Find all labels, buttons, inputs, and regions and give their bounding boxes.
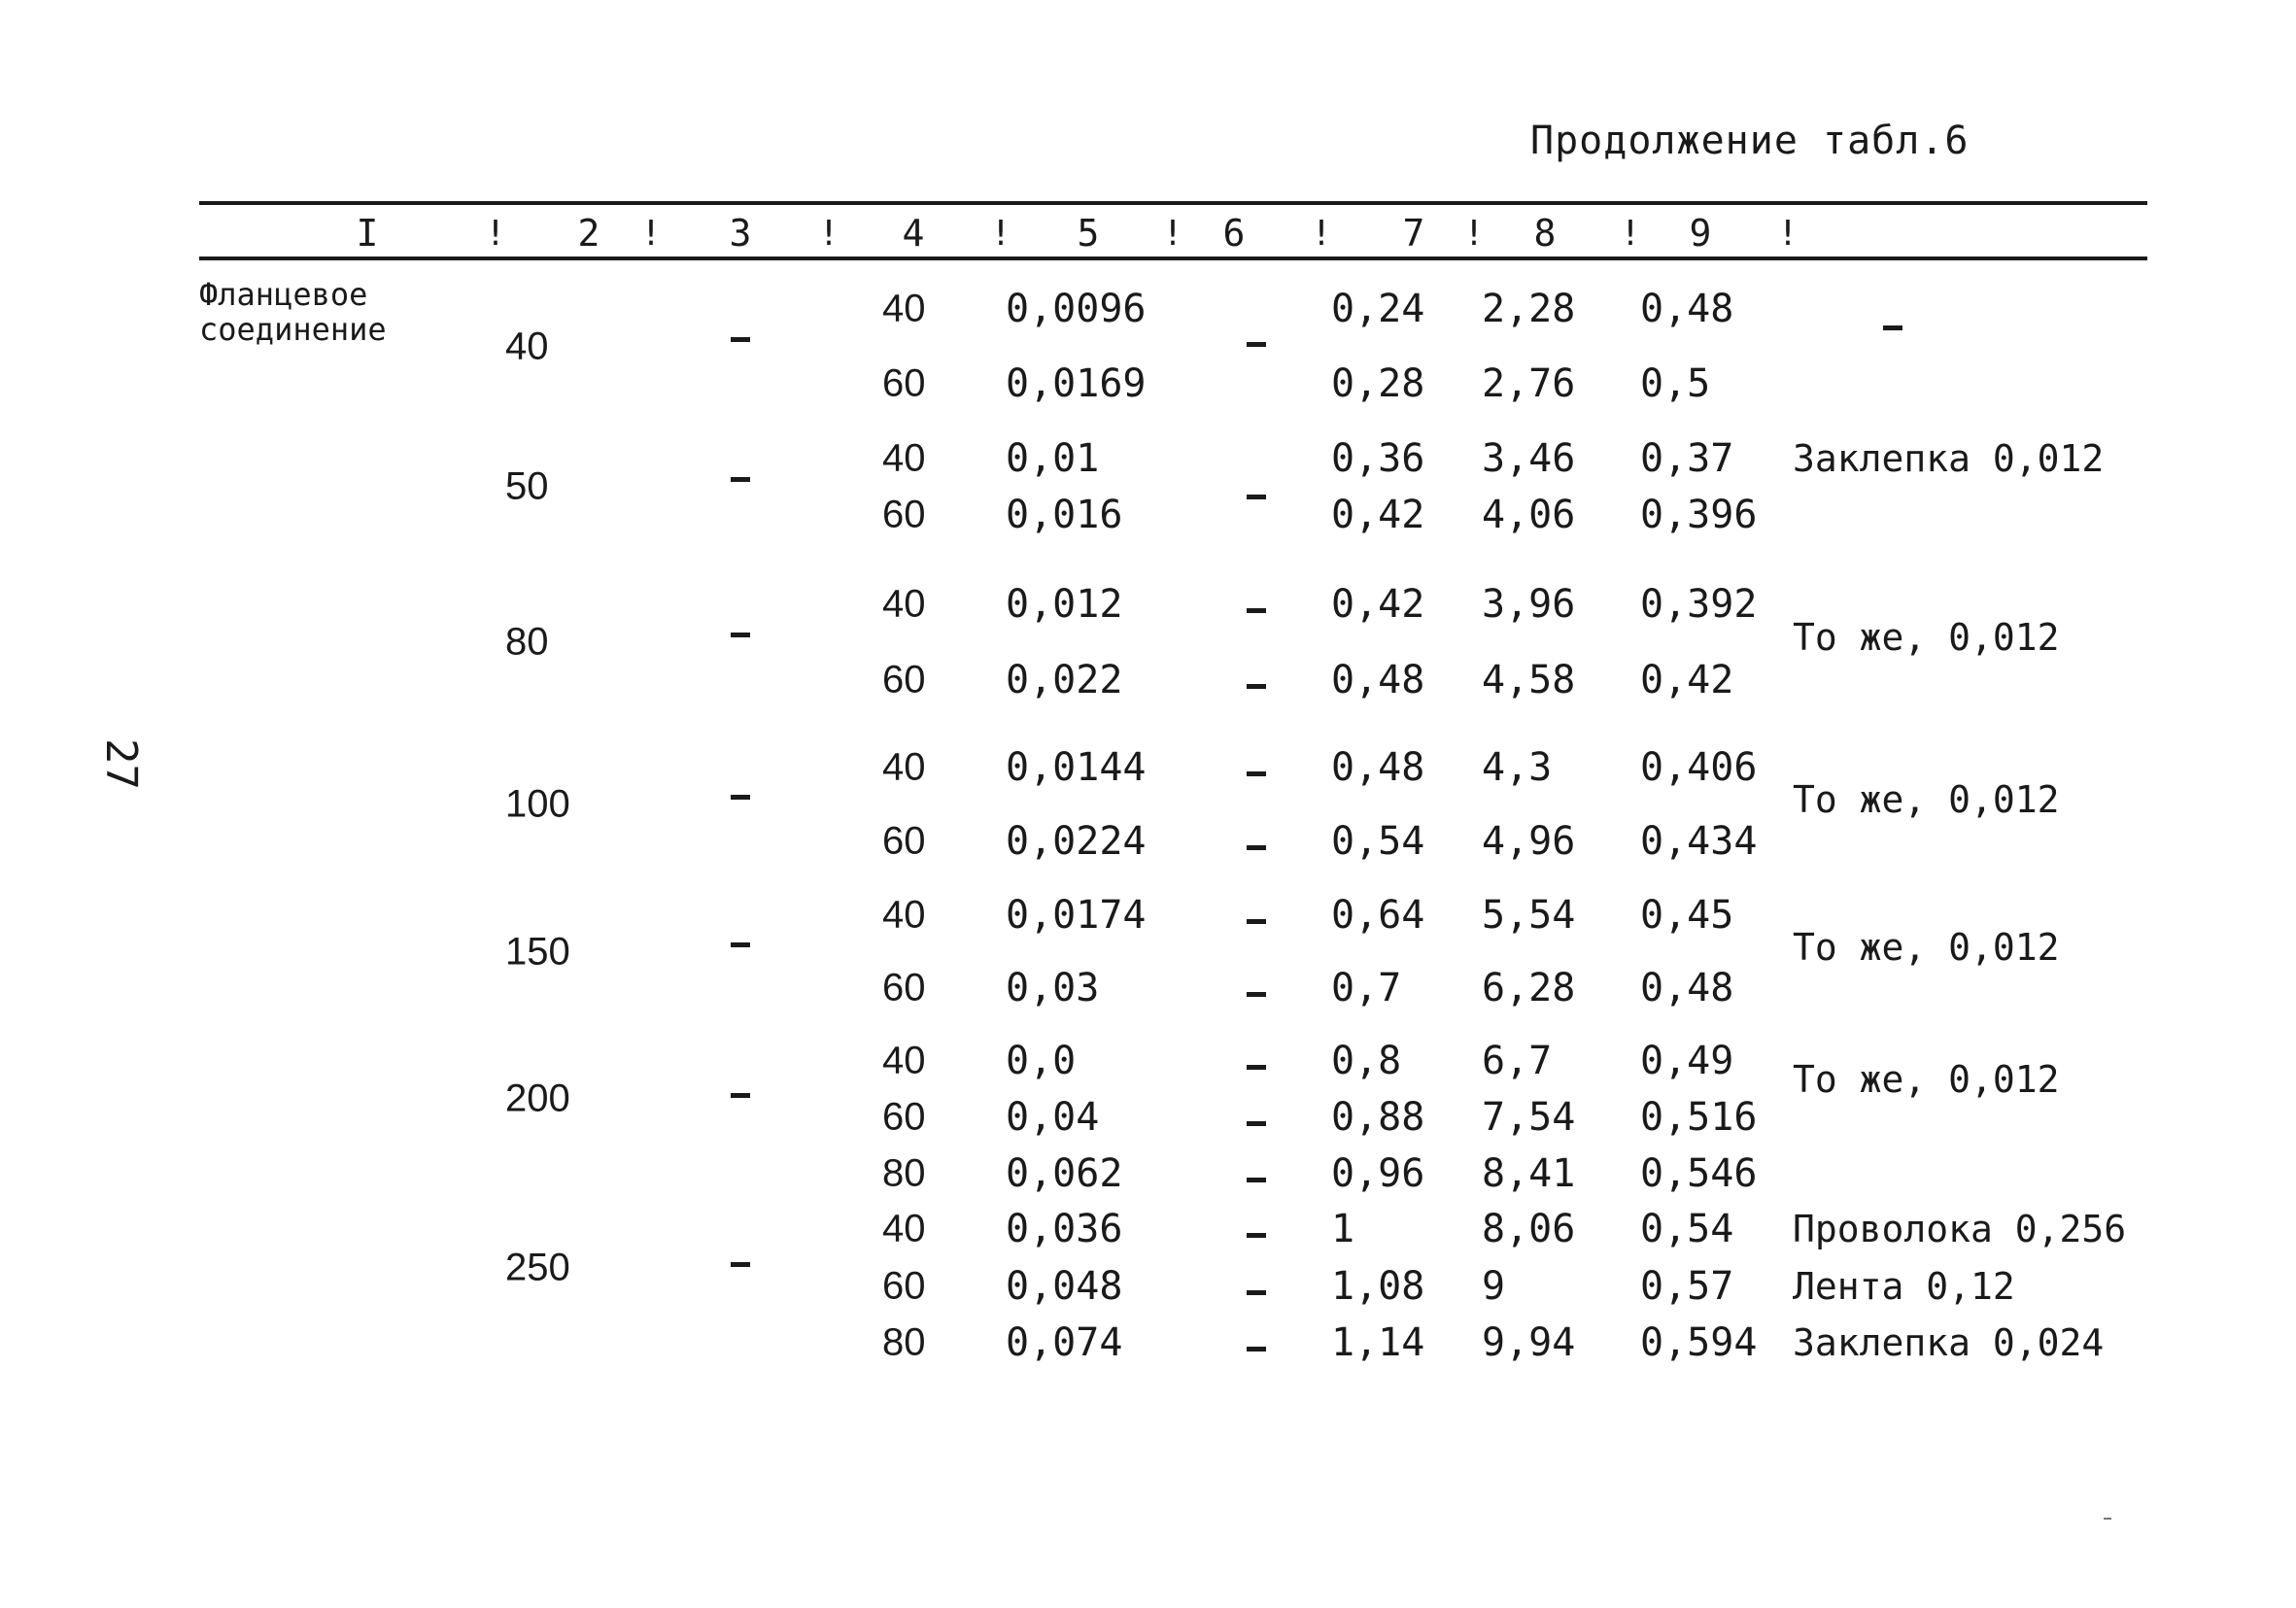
row-label-line: соединение <box>199 311 387 348</box>
table-header-rule <box>199 257 2147 260</box>
cell-col-5: 0,048 <box>1006 1264 1123 1309</box>
cell-col-8: 9 <box>1482 1264 1506 1309</box>
cell-col-7: 0,48 <box>1331 745 1425 790</box>
dash-col-6 <box>1247 1065 1266 1070</box>
dash-col-6 <box>1247 1121 1266 1126</box>
cell-col-5: 0,03 <box>1006 966 1100 1010</box>
cell-col-4: 40 <box>882 287 926 330</box>
cell-col-8: 3,46 <box>1482 436 1576 481</box>
page-number: 27 <box>96 738 146 790</box>
cell-col-5: 0,022 <box>1006 658 1123 702</box>
header-col-3: 3 <box>729 212 752 255</box>
cell-col-9: 0,546 <box>1640 1151 1758 1196</box>
dash-col-3 <box>731 1262 750 1267</box>
cell-note: То же, 0,012 <box>1793 778 2060 821</box>
header-col-9: 9 <box>1689 212 1712 255</box>
cell-col-7: 0,28 <box>1331 361 1425 406</box>
cell-col-10: Проволока 0,256 <box>1793 1208 2127 1250</box>
cell-col-7: 0,24 <box>1331 287 1425 331</box>
dash-col-6 <box>1247 495 1266 499</box>
cell-diameter: 100 <box>505 782 570 826</box>
dash-col-6 <box>1247 608 1266 613</box>
dash-col-10 <box>1883 325 1902 330</box>
dash-col-6 <box>1247 992 1266 997</box>
cell-col-7: 0,42 <box>1331 582 1425 627</box>
dash-col-3 <box>731 633 750 637</box>
cell-col-5: 0,04 <box>1006 1095 1100 1140</box>
cell-col-7: 0,88 <box>1331 1095 1425 1140</box>
dash-col-6 <box>1247 771 1266 776</box>
table-top-rule <box>199 201 2147 205</box>
cell-col-9: 0,406 <box>1640 745 1758 790</box>
cell-col-7: 0,96 <box>1331 1151 1425 1196</box>
header-col-7: 7 <box>1402 212 1425 255</box>
dash-col-6 <box>1247 1178 1266 1182</box>
cell-col-5: 0,074 <box>1006 1320 1123 1365</box>
cell-col-8: 2,76 <box>1482 361 1576 406</box>
dash-col-3 <box>731 795 750 800</box>
cell-col-9: 0,392 <box>1640 582 1758 627</box>
cell-col-4: 80 <box>882 1151 926 1195</box>
cell-col-4: 40 <box>882 745 926 789</box>
page-title: Продолжение табл.6 <box>1530 119 1970 163</box>
cell-col-5: 0,0096 <box>1006 287 1147 331</box>
cell-col-5: 0,0169 <box>1006 361 1147 406</box>
cell-note: То же, 0,012 <box>1793 1058 2060 1101</box>
dash-col-6 <box>1247 1233 1266 1238</box>
cell-col-7: 0,64 <box>1331 893 1425 938</box>
dash-col-3 <box>731 477 750 482</box>
cell-col-8: 8,41 <box>1482 1151 1576 1196</box>
cell-note: Заклепка 0,012 <box>1793 437 2105 480</box>
header-col-5: 5 <box>1077 212 1100 255</box>
cell-col-5: 0,0174 <box>1006 893 1147 938</box>
cell-col-5: 0,016 <box>1006 493 1123 537</box>
header-separator: ! <box>640 214 662 254</box>
cell-diameter: 40 <box>505 325 549 367</box>
dash-col-6 <box>1247 684 1266 689</box>
cell-col-8: 6,28 <box>1482 966 1576 1010</box>
dash-col-6 <box>1247 845 1266 850</box>
cell-col-8: 8,06 <box>1482 1207 1576 1251</box>
cell-col-5: 0,062 <box>1006 1151 1123 1196</box>
cell-col-4: 60 <box>882 1264 926 1308</box>
cell-col-7: 0,42 <box>1331 493 1425 537</box>
header-separator: ! <box>1777 214 1799 254</box>
cell-col-8: 3,96 <box>1482 582 1576 627</box>
dash-col-3 <box>731 942 750 947</box>
cell-col-4: 60 <box>882 819 926 863</box>
header-separator: ! <box>1620 214 1641 254</box>
header-separator: ! <box>1311 214 1332 254</box>
header-separator: ! <box>990 214 1011 254</box>
cell-col-4: 60 <box>882 966 926 1009</box>
cell-col-4: 40 <box>882 1207 926 1250</box>
cell-col-4: 60 <box>882 361 926 405</box>
cell-col-8: 9,94 <box>1482 1320 1576 1365</box>
cell-col-7: 0,54 <box>1331 819 1425 864</box>
cell-col-5: 0,036 <box>1006 1207 1123 1251</box>
cell-col-10: Лента 0,12 <box>1793 1265 2015 1308</box>
cell-col-4: 40 <box>882 893 926 937</box>
cell-col-7: 0,48 <box>1331 658 1425 702</box>
scan-artifact <box>2104 1518 2111 1520</box>
cell-col-7: 1 <box>1331 1207 1355 1251</box>
dash-col-6 <box>1247 342 1266 347</box>
dash-col-3 <box>731 337 750 342</box>
dash-col-3 <box>731 1093 750 1098</box>
cell-col-9: 0,594 <box>1640 1320 1758 1365</box>
cell-col-10: Заклепка 0,024 <box>1793 1321 2105 1364</box>
cell-col-9: 0,48 <box>1640 287 1734 331</box>
cell-col-7: 0,8 <box>1331 1039 1402 1083</box>
cell-col-7: 1,08 <box>1331 1264 1425 1309</box>
cell-col-9: 0,5 <box>1640 361 1711 406</box>
cell-col-5: 0,0 <box>1006 1039 1077 1083</box>
cell-col-4: 40 <box>882 1039 926 1082</box>
cell-col-9: 0,57 <box>1640 1264 1734 1309</box>
cell-col-9: 0,516 <box>1640 1095 1758 1140</box>
header-separator: ! <box>818 214 840 254</box>
cell-col-9: 0,49 <box>1640 1039 1734 1083</box>
cell-col-9: 0,42 <box>1640 658 1734 702</box>
cell-col-4: 40 <box>882 436 926 480</box>
header-col-2: 2 <box>577 212 600 255</box>
cell-col-4: 60 <box>882 493 926 536</box>
table-header-row <box>0 212 2296 255</box>
cell-col-8: 4,58 <box>1482 658 1576 702</box>
cell-col-7: 0,7 <box>1331 966 1402 1010</box>
cell-col-8: 5,54 <box>1482 893 1576 938</box>
cell-col-9: 0,434 <box>1640 819 1758 864</box>
cell-col-8: 4,06 <box>1482 493 1576 537</box>
cell-col-9: 0,54 <box>1640 1207 1734 1251</box>
header-col-8: 8 <box>1533 212 1557 255</box>
cell-col-4: 40 <box>882 582 926 626</box>
cell-col-8: 4,96 <box>1482 819 1576 864</box>
cell-diameter: 80 <box>505 620 549 664</box>
cell-col-5: 0,01 <box>1006 436 1100 481</box>
header-col-4: 4 <box>902 212 925 255</box>
cell-col-8: 6,7 <box>1482 1039 1553 1083</box>
cell-note: То же, 0,012 <box>1793 925 2060 969</box>
header-separator: ! <box>485 214 506 254</box>
cell-col-4: 60 <box>882 658 926 701</box>
cell-col-8: 4,3 <box>1482 745 1553 790</box>
cell-note: То же, 0,012 <box>1793 616 2060 659</box>
cell-diameter: 50 <box>505 464 549 508</box>
cell-col-8: 7,54 <box>1482 1095 1576 1140</box>
header-col-1: I <box>356 212 379 255</box>
cell-diameter: 150 <box>505 930 570 973</box>
cell-diameter: 200 <box>505 1077 570 1120</box>
cell-col-9: 0,37 <box>1640 436 1734 481</box>
dash-col-6 <box>1247 919 1266 924</box>
cell-col-5: 0,0144 <box>1006 745 1147 790</box>
row-label <box>199 277 387 347</box>
cell-col-9: 0,45 <box>1640 893 1734 938</box>
row-label-line: Фланцевое <box>199 276 368 313</box>
dash-col-6 <box>1247 1347 1266 1351</box>
header-separator: ! <box>1162 214 1183 254</box>
cell-col-8: 2,28 <box>1482 287 1576 331</box>
cell-col-5: 0,0224 <box>1006 819 1147 864</box>
cell-col-7: 0,36 <box>1331 436 1425 481</box>
cell-diameter: 250 <box>505 1246 570 1288</box>
cell-col-9: 0,396 <box>1640 493 1758 537</box>
header-col-6: 6 <box>1222 212 1246 255</box>
cell-col-5: 0,012 <box>1006 582 1123 627</box>
cell-col-4: 80 <box>882 1320 926 1364</box>
cell-col-4: 60 <box>882 1095 926 1139</box>
dash-col-6 <box>1247 1290 1266 1295</box>
header-separator: ! <box>1463 214 1485 254</box>
cell-col-7: 1,14 <box>1331 1320 1425 1365</box>
cell-col-9: 0,48 <box>1640 966 1734 1010</box>
